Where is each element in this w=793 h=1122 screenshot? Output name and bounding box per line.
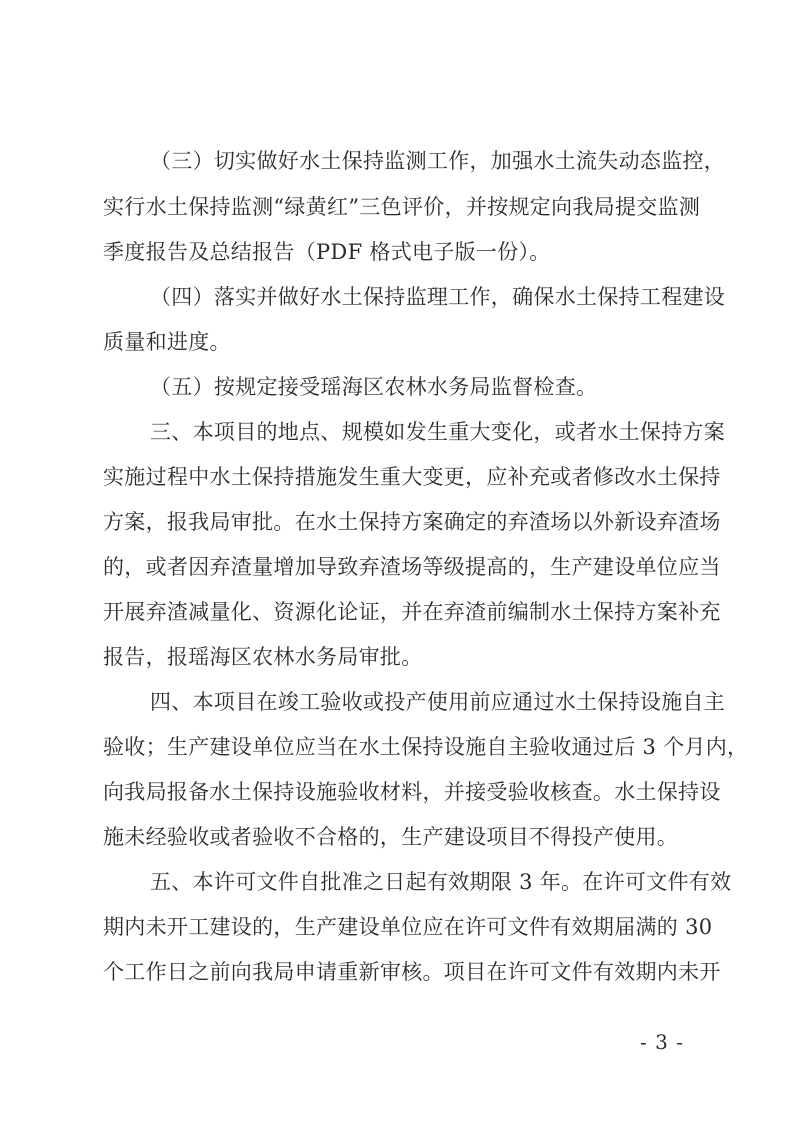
paragraph-4-line-3: 方案，报我局审批。在水土保持方案确定的弃渣场以外新设弃渣场	[103, 510, 721, 534]
paragraph-6-line-1: 五、本许可文件自批准之日起有效期限 3 年。在许可文件有效	[150, 870, 732, 894]
page-number: - 3 -	[640, 1030, 684, 1054]
paragraph-2-line-1: （四）落实并做好水土保持监理工作，确保水土保持工程建设	[150, 285, 726, 309]
paragraph-4-line-6: 报告，报瑶海区农林水务局审批。	[103, 645, 423, 669]
paragraph-1-line-2: 实行水土保持监测“绿黄红”三色评价，并按规定向我局提交监测	[103, 195, 701, 219]
paragraph-6-line-3: 个工作日之前向我局申请重新审核。项目在许可文件有效期内未开	[103, 960, 721, 984]
paragraph-3-line-1: （五）按规定接受瑶海区农林水务局监督检查。	[150, 375, 598, 399]
paragraph-4-line-1: 三、本项目的地点、规模如发生重大变化，或者水土保持方案	[150, 420, 726, 444]
paragraph-4-line-4: 的，或者因弃渣量增加导致弃渣场等级提高的，生产建设单位应当	[103, 555, 721, 579]
paragraph-5-line-3: 向我局报备水土保持设施验收材料，并接受验收核查。水土保持设	[103, 780, 721, 804]
paragraph-4-line-2: 实施过程中水土保持措施发生重大变更，应补充或者修改水土保持	[103, 465, 721, 489]
paragraph-5-line-4: 施未经验收或者验收不合格的，生产建设项目不得投产使用。	[103, 825, 679, 849]
paragraph-6-line-2: 期内未开工建设的，生产建设单位应在许可文件有效期届满的 30	[103, 915, 713, 939]
paragraph-2-line-2: 质量和进度。	[103, 330, 231, 354]
paragraph-5-line-2: 验收；生产建设单位应当在水土保持设施自主验收通过后 3 个月内，	[103, 735, 749, 759]
paragraph-1-line-1: （三）切实做好水土保持监测工作，加强水土流失动态监控，	[150, 149, 726, 173]
paragraph-4-line-5: 开展弃渣减量化、资源化论证，并在弃渣前编制水土保持方案补充	[103, 600, 721, 624]
paragraph-5-line-1: 四、本项目在竣工验收或投产使用前应通过水土保持设施自主	[150, 690, 726, 714]
paragraph-1-line-3: 季度报告及总结报告（PDF 格式电子版一份）。	[103, 240, 551, 264]
